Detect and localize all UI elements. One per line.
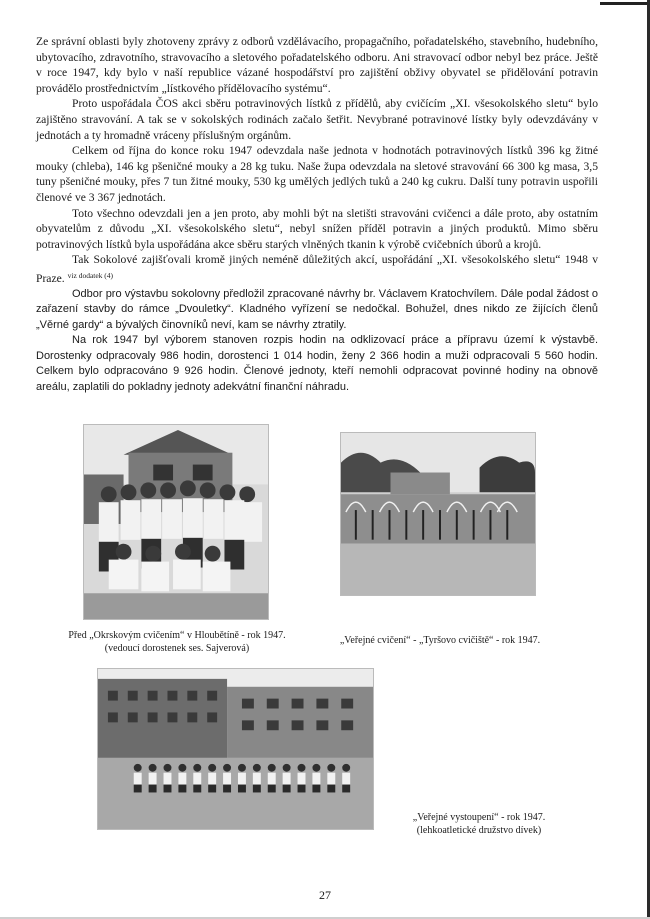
paragraph: Ze správní oblasti byly zhotoveny zprávy z odborů vzdělávacího, propagačního, pořadatelského, stavebního, hudebního, ubytovacího, zdravotního, stravovacího a sletového pořadatelského odboru. Ani stravovací odbor nebyl bez práce. Ještě v roce 1947, kdy bylo v naší republice vázané hospodářství pro zajištění obživy obyvatel se přidělování potravin provádělo prostřednictvím „lístkového přídělovacího systému“.	[36, 35, 598, 95]
body-text	[36, 34, 598, 396]
page-number: 27	[319, 888, 331, 902]
photo-public-exercise	[340, 432, 536, 596]
paragraph: Proto uspořádala ČOS akci sběru potravinových lístků z přídělů, aby cvičícím „XI. všesokolského sletu“ bylo zajištěno stravování. A tak se v sokolských rodinách začalo šetřit. Nevybrané potravinové lístky byly odevzdávány v jednotách a ty hromadně vráceny příslušným orgánům.	[36, 97, 598, 142]
caption-line: (vedoucí dorostenek ses. Sajverová)	[104, 643, 250, 654]
caption-line: Před „Okrskovým cvičením“ v Hloubětíně - rok 1947.	[68, 630, 286, 641]
reference-note: viz dodatek (4)	[67, 270, 114, 280]
photo-caption	[384, 811, 574, 837]
paragraph: Toto všechno odevzdali jen a jen proto, aby mohli být na sletišti stravováni cvičenci a dále proto, aby ostatním obyvatelům z důvodu „XI. všesokolského sletu“, nebyl snížen příděl potravin a jiných produktů. Mimo sběru potravinových lístků byla uspořádána akce sběru starých vlněných tkanin k výrobě cvičebních úborů a krojů.	[36, 206, 598, 251]
photo-caption	[320, 634, 560, 647]
photo-group-girls	[83, 424, 269, 620]
caption-line: „Veřejné vystoupení“ - rok 1947.	[412, 812, 546, 823]
caption-line: (lehkoatletické družstvo dívek)	[416, 825, 542, 836]
paragraph	[36, 252, 598, 286]
paragraph: Na rok 1947 byl výborem stanoven rozpis hodin na odklizovací práce a přípravu území k výstavbě. Dorostenky odpracovaly 986 hodin, dorostenci 1 014 hodin, ženy 2 366 hodin a muži odpracovali 5 560 hodin. Celkem bylo odpracováno 9 926 hodin. Členové jednoty, kteří nemohli odpracovat povinné hodiny na obnově areálu, zaplatili do pokladny jednoty adekvátní finanční náhradu.	[36, 334, 598, 394]
paragraph: Odbor pro výstavbu sokolovny předložil zpracované návrhy br. Václavem Kratochvílem. Dále podal žádost o zařazení stavby do rámce „Dvouletky“. Kladného vyřízení se nedočkal. Bohužel, dnes nikdo ze žijících členů „Věrné gardy“ a bývalých činovníků neví, kam se návrhy ztratily.	[36, 287, 598, 331]
photo-caption	[40, 629, 314, 655]
caption-line: „Veřejné cvičení“ - „Tyršovo cvičiště“ - rok 1947.	[339, 635, 541, 646]
paragraph-text: Tak Sokolové zajišťovali kromě jiných neméně důležitých akcí, uspořádání „XI. všesokolského sletu“ 1948 v Praze.	[36, 253, 598, 285]
photo-girls-athletics-team	[97, 668, 374, 830]
paragraph: Celkem od října do konce roku 1947 odevzdala naše jednota v hodnotách potravinových lístků 396 kg žitné mouky (chleba), 146 kg pšeničné mouky a 28 kg tuku. Naše župa odevzdala na sletové stravování 66 300 kg masa, 3,5 tuny pšeničné mouky, přes 7 tun žitné mouky, 530 kg umělých jedlých tuků a 240 kg cukru. Další tuny potravin uspořili členové ve 3 367 jednotách.	[36, 144, 598, 204]
top-rule	[600, 2, 650, 5]
